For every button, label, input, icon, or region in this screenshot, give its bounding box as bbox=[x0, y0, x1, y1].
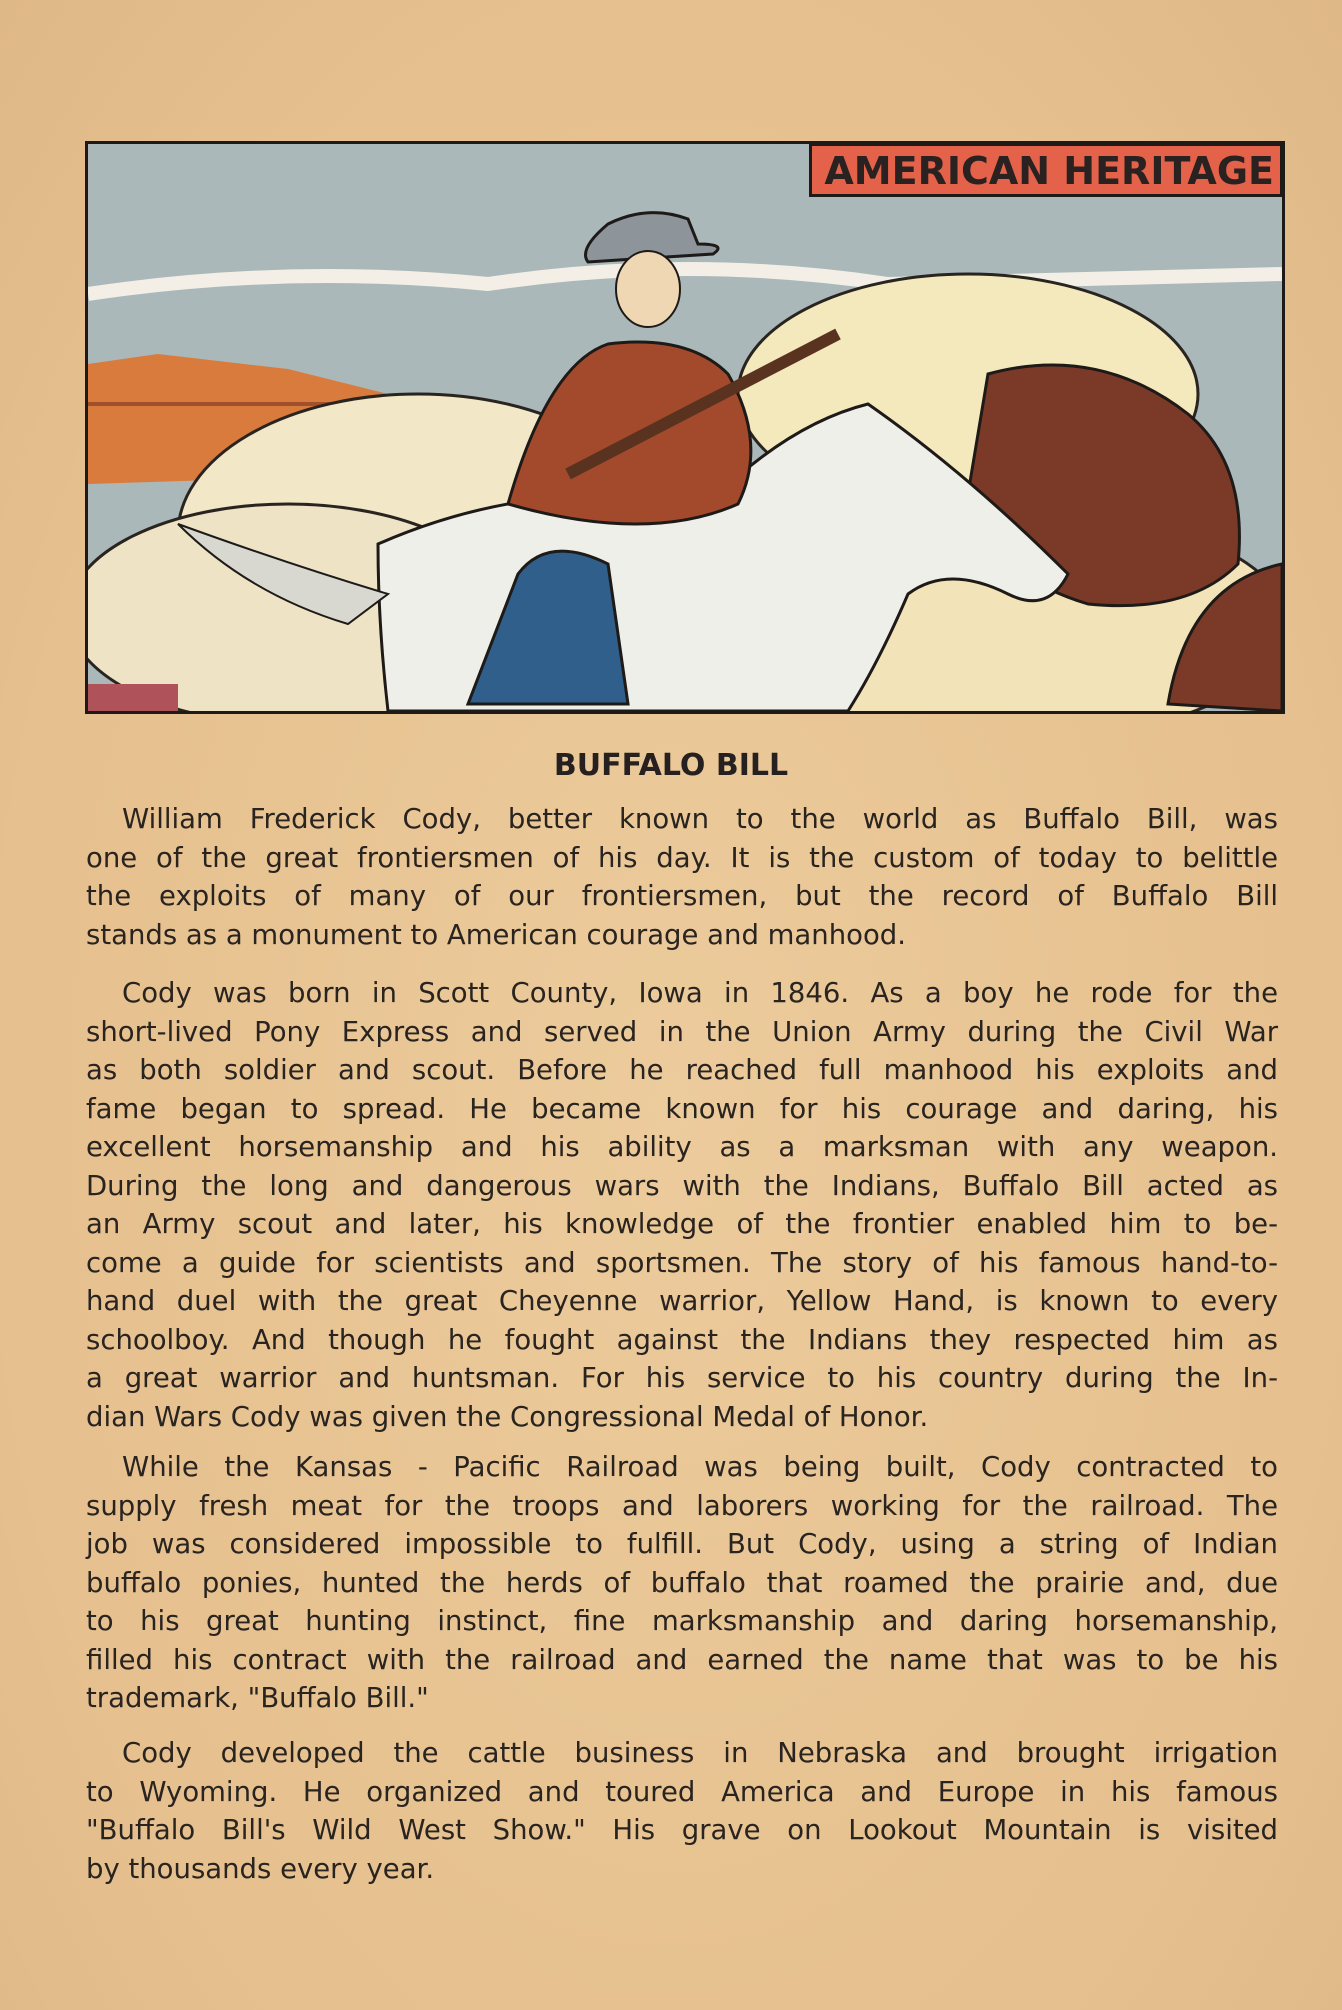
text-line: hand duel with the great Cheyenne warrior, Yellow Hand, is known to every bbox=[86, 1285, 1278, 1317]
text-line: trademark, "Buffalo Bill." bbox=[86, 1682, 429, 1714]
text-line: an Army scout and later, his knowledge of the frontier enabled him to be- bbox=[86, 1208, 1278, 1240]
text-line: dian Wars Cody was given the Congressional Medal of Honor. bbox=[86, 1400, 929, 1433]
text-line: a great warrior and huntsman. For his service to his country during the In- bbox=[86, 1362, 1278, 1394]
text-line: During the long and dangerous wars with the Indians, Buffalo Bill acted as bbox=[86, 1169, 1278, 1202]
text-line: to his great hunting instinct, fine marksmanship and daring horsemanship, bbox=[86, 1605, 1278, 1637]
text-line: come a guide for scientists and sportsmen. The story of his famous hand-to- bbox=[86, 1246, 1278, 1279]
text-line: excellent horsemanship and his ability as a marksman with any weapon. bbox=[86, 1131, 1278, 1163]
text-line: as both soldier and scout. Before he reached full manhood his exploits and bbox=[86, 1054, 1278, 1086]
text-line: job was considered impossible to fulfill. But Cody, using a string of Indian bbox=[86, 1528, 1278, 1560]
text-line: schoolboy. And though he fought against the Indians they respected him as bbox=[86, 1323, 1278, 1356]
american-heritage-banner: AMERICAN HERITAGE bbox=[809, 143, 1283, 197]
text-line: filled his contract with the railroad and earned the name that was to be his bbox=[86, 1643, 1278, 1676]
text-line: "Buffalo Bill's Wild West Show." His grave on Lookout Mountain is visited bbox=[86, 1814, 1278, 1846]
text-line: Cody developed the cattle business in Nebraska and brought irrigation bbox=[122, 1737, 1278, 1769]
illustration-panel bbox=[85, 141, 1285, 714]
text-line: William Frederick Cody, better known to the world as Buffalo Bill, was bbox=[122, 803, 1278, 835]
text-line: buffalo ponies, hunted the herds of buffalo that roamed the prairie and, due bbox=[86, 1566, 1278, 1599]
paragraph-2 bbox=[86, 974, 1278, 1436]
text-line: stands as a monument to American courage and manhood. bbox=[86, 918, 906, 951]
paragraph-3 bbox=[86, 1448, 1278, 1718]
text-line: by thousands every year. bbox=[86, 1852, 435, 1885]
text-line: fame began to spread. He became known for his courage and daring, his bbox=[86, 1092, 1278, 1125]
text-line: one of the great frontiersmen of his day. It is the custom of today to belittle bbox=[86, 841, 1278, 874]
text-line: to Wyoming. He organized and toured America and Europe in his famous bbox=[86, 1775, 1278, 1808]
text-line: short-lived Pony Express and served in the Union Army during the Civil War bbox=[86, 1015, 1278, 1048]
buffalo-bill-illustration bbox=[88, 144, 1282, 711]
text-line: supply fresh meat for the troops and laborers working for the railroad. The bbox=[86, 1489, 1278, 1522]
text-line: Cody was born in Scott County, Iowa in 1846. As a boy he rode for the bbox=[122, 977, 1278, 1009]
text-line: While the Kansas - Pacific Railroad was being built, Cody contracted to bbox=[122, 1451, 1278, 1483]
paragraph-4 bbox=[86, 1734, 1278, 1888]
text-line: the exploits of many of our frontiersmen, but the record of Buffalo Bill bbox=[86, 880, 1278, 912]
paragraph-1 bbox=[86, 800, 1278, 954]
article-title: BUFFALO BILL bbox=[553, 748, 789, 783]
